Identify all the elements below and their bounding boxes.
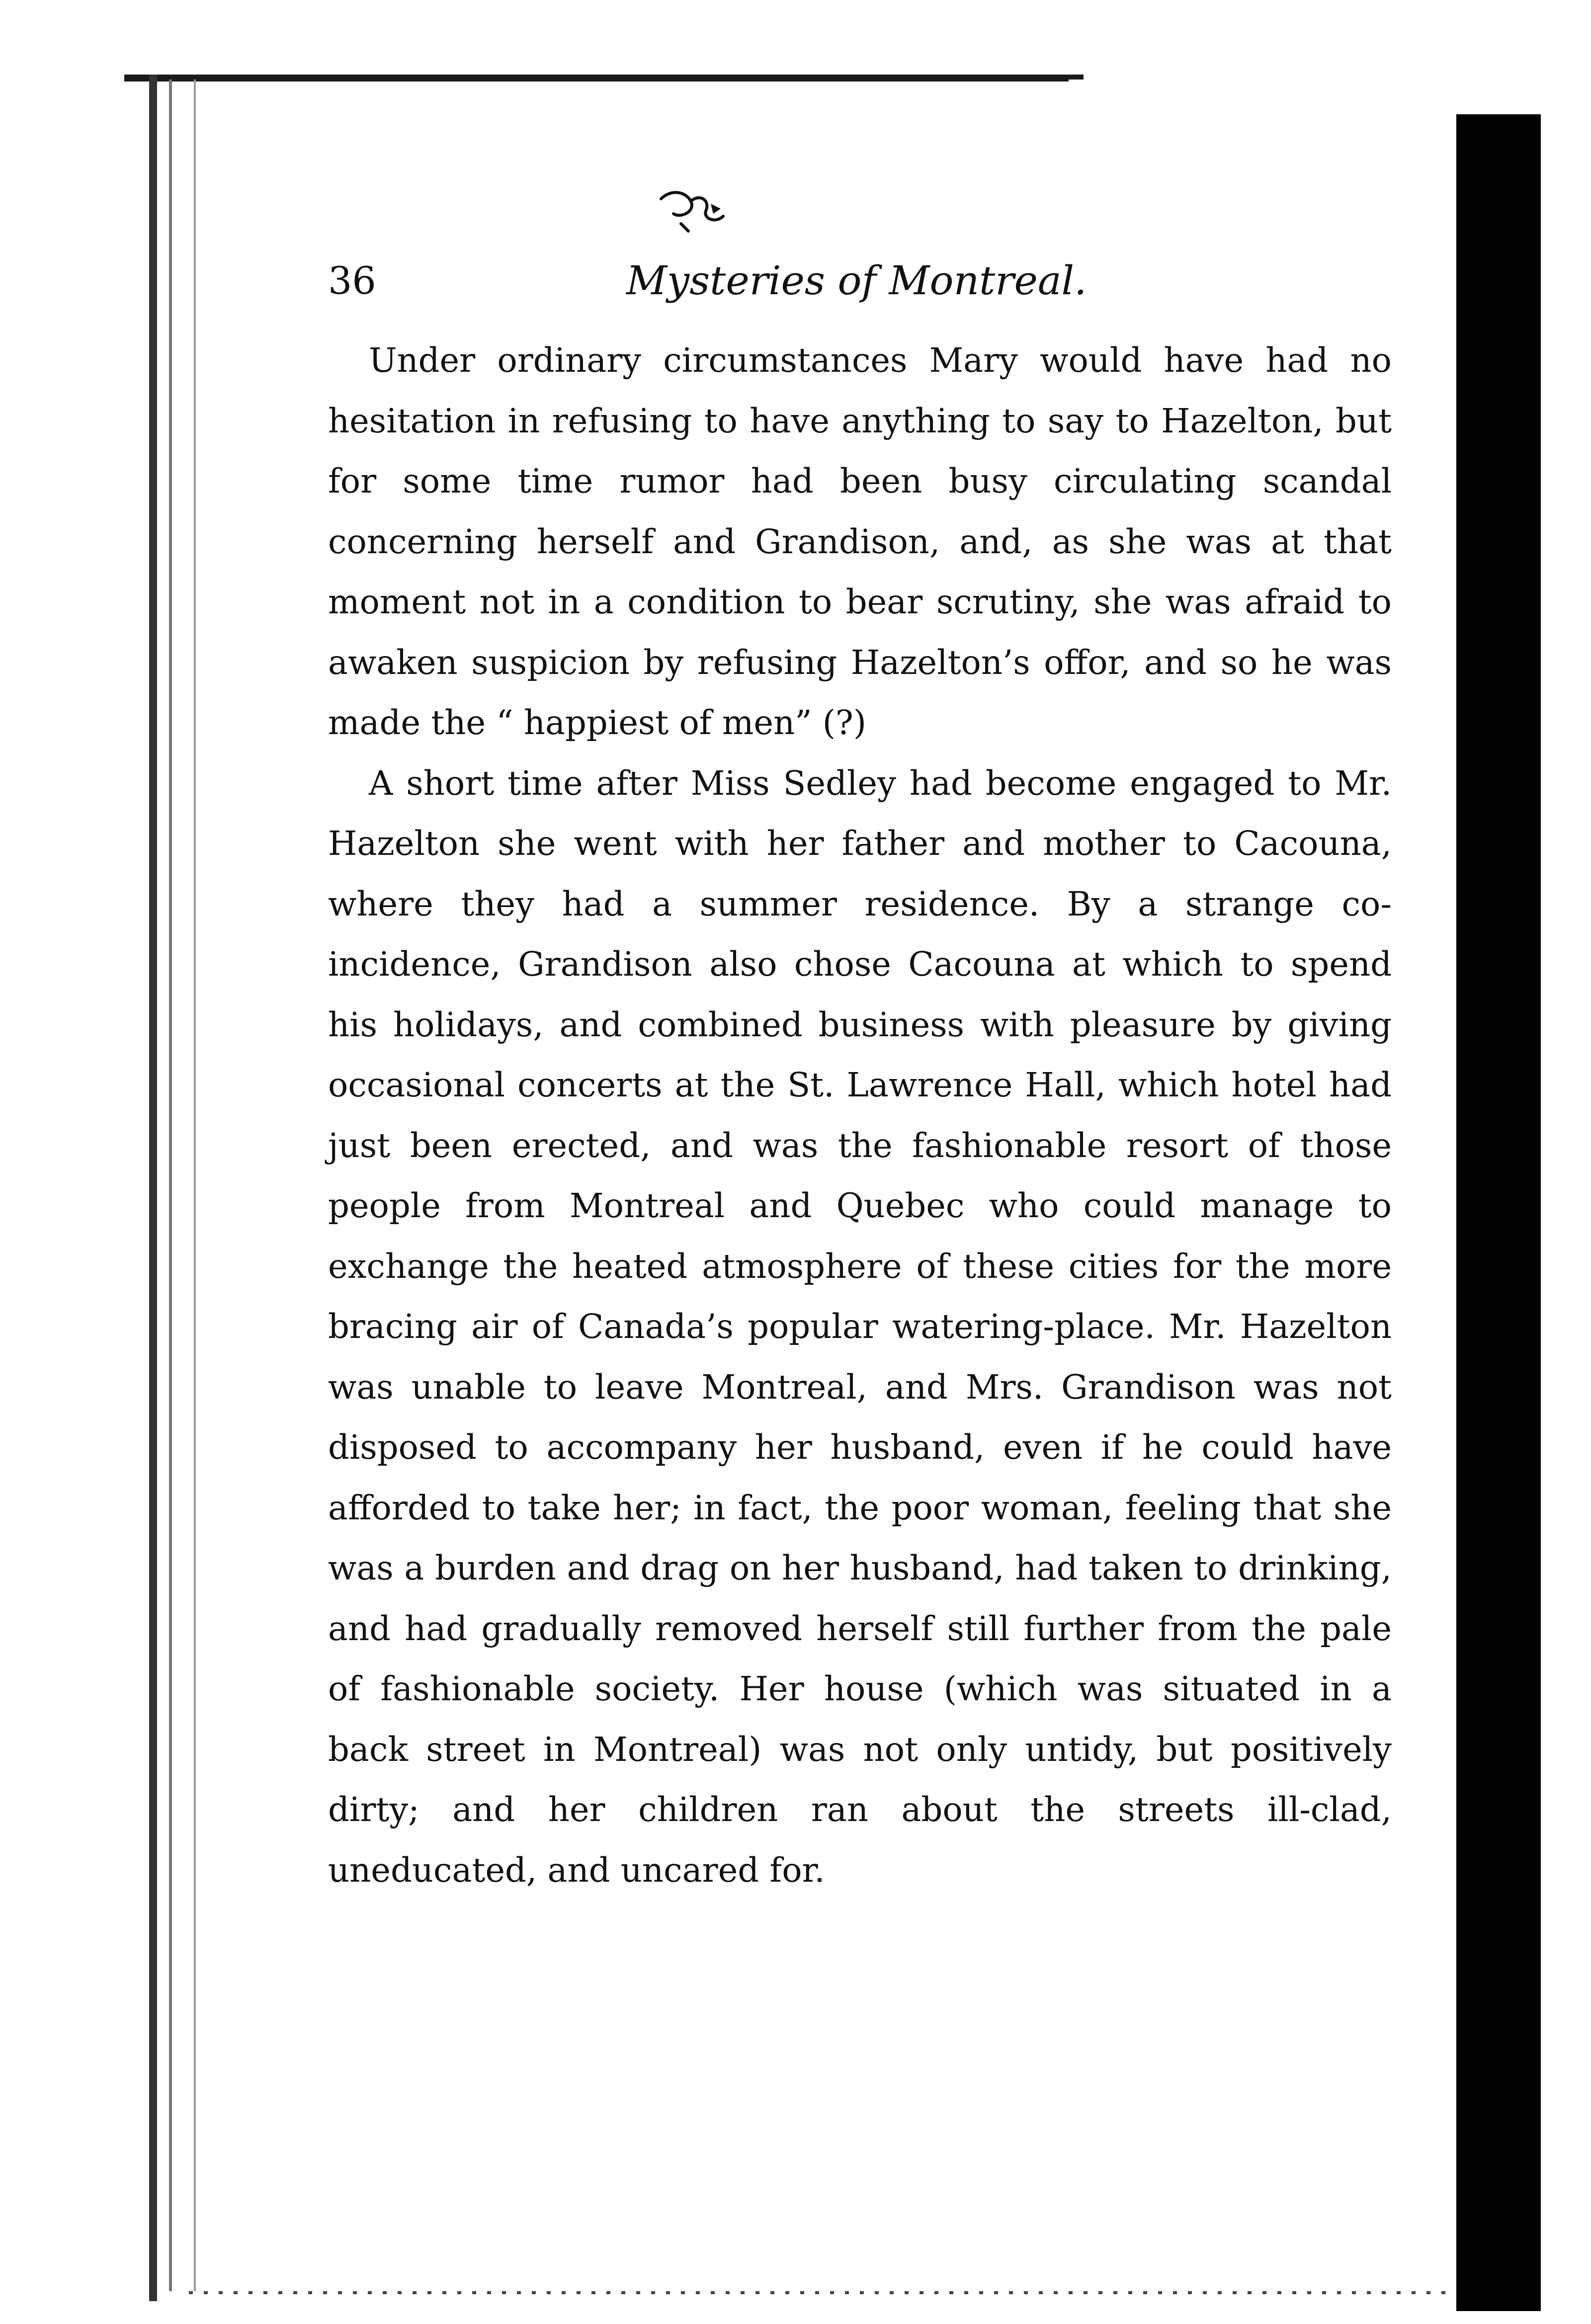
ornament-mark-icon	[651, 184, 731, 239]
page-header	[328, 251, 1223, 316]
scan-left-binding-edge	[149, 75, 157, 2301]
scan-left-binding-line-inner	[194, 80, 196, 2291]
paragraph-1: Under ordinary circumstances Mary would have had no hesitation in refusing to have anything to say to Hazelton, but for some time rumor had been busy circulating scandal concerning herself and Grandison, and, as she was at that moment not in a condition to bear scrutiny, she was afraid to awaken suspicion by refusing Hazelton’s offor, and so he was made the “ happiest of men” (?)	[328, 341, 1392, 742]
page-number: 36	[328, 258, 376, 303]
scan-right-dark-edge	[1456, 114, 1541, 2311]
body-text	[328, 331, 1392, 1901]
running-title: Mysteries of Montreal.	[626, 257, 1087, 304]
scan-left-binding-line	[169, 80, 172, 2291]
scan-bottom-noise	[189, 2291, 1451, 2294]
paragraph-2: A short time after Miss Sedley had become engaged to Mr. Hazelton she went with her father and mother to Cacouna, where they had a summer residence. By a strange co-incidence, Grandison also chose Cacouna at which to spend his holidays, and combined business with pleasure by giving occasional concerts at the St. Lawrence Hall, which hotel had just been erected, and was the fashionable resort of those people from Montreal and Quebec who could manage to exchange the heated atmosphere of these cities for the more bracing air of Canada’s popular watering-place. Mr. Hazelton was unable to leave Montreal, and Mrs. Grandison was not disposed to accompany her husband, even if he could have afforded to take her; in fact, the poor woman, feeling that she was a burden and drag on her husband, had taken to drinking, and had gradually removed herself still further from the pale of fashionable society. Her house (which was situated in a back street in Montreal) was not only untidy, but positively dirty; and her children ran about the streets ill-clad, uneducated, and uncared for.	[328, 763, 1392, 1890]
scan-top-rule-segment	[845, 75, 1084, 80]
